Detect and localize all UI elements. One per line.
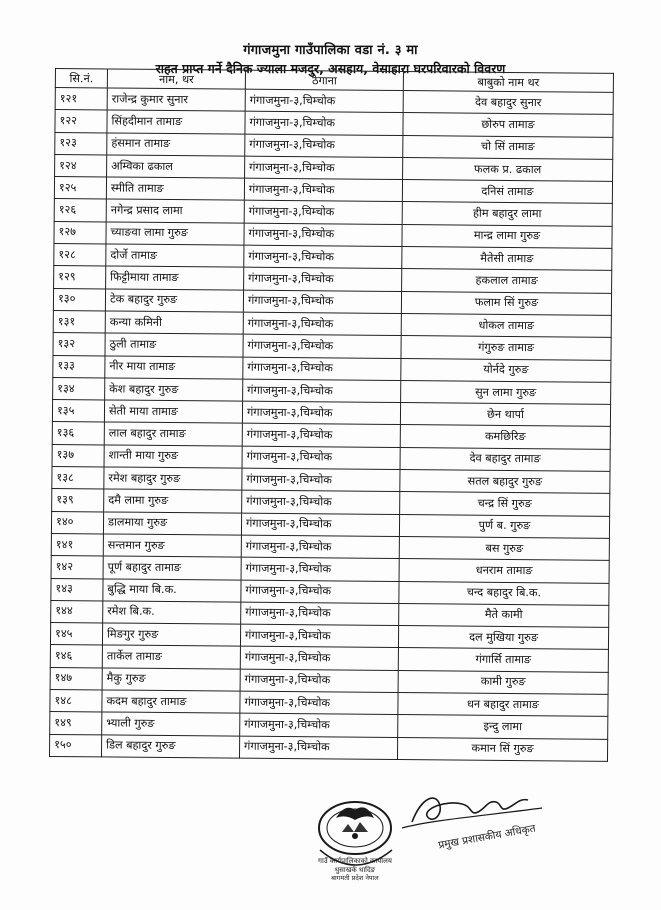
address-cell: गंगाजमुना-३,चिम्चोक [241,535,399,559]
svg-text:गाउँ कार्यपालिकाको कार्यालय: गाउँ कार्यपालिकाको कार्यालय [318,857,392,865]
name-cell: सन्तमान गुरुङ [103,534,241,558]
name-cell: सिंहदीमान तामाङ [107,110,245,134]
header-father-name: बाबुको नाम थर [403,72,613,93]
name-cell: शान्ती माया गुरुङ [104,445,242,469]
serial-cell: १५० [49,734,101,757]
father-name-cell: चो सिं तामाङ [403,135,613,159]
father-name-cell: कमान सिं गुरुङ [397,737,607,761]
serial-cell: १३२ [53,333,105,356]
name-cell: लाल बहादुर तामाङ [104,422,242,446]
father-name-cell: पुर्ण ब. गुरुङ [399,514,609,538]
document-subtitle: राहत प्राप्त गर्ने दैनिक ज्याला मजदुर, असहाय, वेसाहारा घरपरिवारको विवरण [155,61,506,76]
address-cell: गंगाजमुना-३,चिम्चोक [244,201,402,225]
name-cell: हंसमान तामाङ [107,133,245,157]
father-name-cell: मैतेसी तामाङ [402,247,612,271]
svg-text:धुसाखर्क धादिङ: धुसाखर्क धादिङ [334,866,376,874]
name-cell: मिङगुर गुरुङ [102,623,240,647]
address-cell: गंगाजमुना-३,चिम्चोक [245,156,403,180]
father-name-cell: फलक प्र. ढकाल [403,157,613,181]
name-cell: नीर माया तामाङ [105,356,243,380]
svg-text:बागमती प्रदेश नेपाल: बागमती प्रदेश नेपाल [331,874,379,882]
name-cell: दोर्जे तामाङ [106,244,244,268]
address-cell: गंगाजमुना-३,चिम्चोक [242,446,400,470]
father-name-cell: मान्द्र लामा गुरुङ [402,224,612,248]
serial-cell: १२८ [54,244,106,267]
address-cell: गंगाजमुना-३,चिम्चोक [242,401,400,425]
father-name-cell: चन्द्र सिं गुरुङ [400,492,610,516]
address-cell: गंगाजमुना-३,चिम्चोक [240,691,398,715]
name-cell: ठुली तामाङ [105,333,243,357]
name-cell: कन्या कमिनी [105,311,243,335]
serial-cell: १२१ [55,88,107,111]
serial-cell: १३७ [52,444,104,467]
serial-cell: १४४ [51,600,103,623]
serial-cell: १२९ [54,266,106,289]
father-name-cell: सुन लामा गुरुङ [401,380,611,404]
name-cell: रमेश बहादुर गुरुङ [104,467,242,491]
address-cell: गंगाजमुना-३,चिम्चोक [240,647,398,671]
father-name-cell: देव बहादुर तामाङ [400,447,610,471]
address-cell: गंगाजमुना-३,चिम्चोक [242,468,400,492]
name-cell: नगेन्द्र प्रसाद लामा [106,199,244,223]
name-cell: डिल बहादुर गुरुङ [101,735,239,759]
serial-cell: १३४ [53,377,105,400]
serial-cell: १३१ [53,310,105,333]
address-cell: गंगाजमुना-३,चिम्चोक [245,89,403,113]
serial-cell: १३३ [53,355,105,378]
address-cell: गंगाजमुना-३,चिम्चोक [242,490,400,514]
serial-cell: १४३ [51,578,103,601]
father-name-cell: दल मुखिया गुरुङ [398,626,608,650]
name-cell: तार्केल तामाङ [102,645,240,669]
address-cell: गंगाजमुना-३,चिम्चोक [243,379,401,403]
father-name-cell: मैते कामी [399,603,609,627]
address-cell: गंगाजमुना-३,चिम्चोक [244,245,402,269]
address-cell: गंगाजमुना-३,चिम्चोक [241,557,399,581]
signature-caption: प्रमुख प्रशासकीय अधिकृत [437,822,537,852]
address-cell: गंगाजमुना-३,चिम्चोक [243,312,401,336]
father-name-cell: हीम बहादुर लामा [402,202,612,226]
father-name-cell: धनराम तामाङ [399,559,609,583]
address-cell: गंगाजमुना-३,चिम्चोक [243,357,401,381]
address-cell: गंगाजमुना-३,चिम्चोक [244,223,402,247]
name-cell: मैकु गुरुङ [102,668,240,692]
header-serial: सि.नं. [55,69,107,88]
name-cell: केश बहादुर गुरुङ [105,378,243,402]
serial-cell: १४७ [50,667,102,690]
serial-cell: १३८ [52,467,104,490]
address-cell: गंगाजमुना-३,चिम्चोक [242,424,400,448]
father-name-cell: छेन थार्पा [400,403,610,427]
address-cell: गंगाजमुना-३,चिम्चोक [244,268,402,292]
father-name-cell: देव बहादुर सुनार [403,91,613,115]
father-name-cell: दनिसं तामाङ [402,180,612,204]
serial-cell: १२४ [55,154,107,177]
name-cell: राजेन्द्र कुमार सुनार [107,88,245,112]
serial-cell: १४९ [50,712,102,735]
father-name-cell: छोरुप तामाङ [403,113,613,137]
beneficiary-table [49,68,614,762]
father-name-cell: हकलाल तामाङ [402,269,612,293]
father-name-cell: सतल बहादुर गुरुङ [400,470,610,494]
name-cell: च्याङवा लामा गुरुङ [106,222,244,246]
serial-cell: १३५ [52,400,104,423]
serial-cell: १२२ [55,110,107,133]
name-cell: पूर्ण बहादुर तामाङ [103,556,241,580]
address-cell: गंगाजमुना-३,चिम्चोक [241,602,399,626]
serial-cell: १३० [53,288,105,311]
serial-cell: १२६ [54,199,106,222]
address-cell: गंगाजमुना-३,चिम्चोक [240,713,398,737]
name-cell: स्मीति तामाङ [106,177,244,201]
name-cell: रमेश बि.क. [103,601,241,625]
name-cell: सेती माया तामाङ [104,400,242,424]
address-cell: गंगाजमुना-३,चिम्चोक [241,513,399,537]
name-cell: दमै लामा गुरुङ [104,489,242,513]
address-cell: गंगाजमुना-३,चिम्चोक [240,624,398,648]
serial-cell: १२३ [55,132,107,155]
address-cell: गंगाजमुना-३,चिम्चोक [245,134,403,158]
father-name-cell: धोकल तामाङ [401,314,611,338]
serial-cell: १४६ [50,645,102,668]
father-name-cell: योर्नदे गुरुङ [401,358,611,382]
serial-cell: १४१ [51,533,103,556]
father-name-cell: फलाम सिं गुरुङ [401,291,611,315]
address-cell: गंगाजमुना-३,चिम्चोक [245,111,403,135]
serial-cell: १२७ [54,221,106,244]
table-row [49,734,607,761]
name-cell: अम्विका ढकाल [107,155,245,179]
serial-cell: १४० [51,511,103,534]
name-cell: बुद्धि माया बि.क. [103,578,241,602]
father-name-cell: गंगुरुङ तामाङ [401,336,611,360]
address-cell: गंगाजमुना-३,चिम्चोक [244,178,402,202]
address-cell: गंगाजमुना-३,चिम्चोक [243,334,401,358]
name-cell: फिट्टीमाया तामाङ [106,266,244,290]
serial-cell: १४२ [51,556,103,579]
name-cell: कदम बहादुर तामाङ [102,690,240,714]
name-cell: भ्याली गुरुङ [102,712,240,736]
address-cell: गंगाजमुना-३,चिम्चोक [243,290,401,314]
name-cell: डालमाया गुरुङ [103,512,241,536]
father-name-cell: कामी गुरुङ [398,670,608,694]
serial-cell: १३९ [52,489,104,512]
father-name-cell: गंगार्सि तामाङ [398,648,608,672]
father-name-cell: इन्दु लामा [398,715,608,739]
address-cell: गंगाजमुना-३,चिम्चोक [239,736,397,760]
serial-cell: १४५ [50,623,102,646]
father-name-cell: कमछिरिङ [400,425,610,449]
header-name: नाम, थर [107,69,245,89]
father-name-cell: चन्द बहादुर बि.क. [399,581,609,605]
serial-cell: १३६ [52,422,104,445]
document-title: गंगाजमुना गाउँपालिका वडा नं. ३ मा [243,43,418,58]
serial-cell: १४८ [50,689,102,712]
name-cell: टेक बहादुर गुरुङ [105,289,243,313]
serial-cell: १२५ [54,177,106,200]
header-address: ठेगाना [245,70,403,90]
address-cell: गंगाजमुना-३,चिम्चोक [241,580,399,604]
signature-block [392,786,582,866]
address-cell: गंगाजमुना-३,चिम्चोक [240,669,398,693]
father-name-cell: धन बहादुर तामाङ [398,693,608,717]
father-name-cell: बस गुरुङ [399,536,609,560]
